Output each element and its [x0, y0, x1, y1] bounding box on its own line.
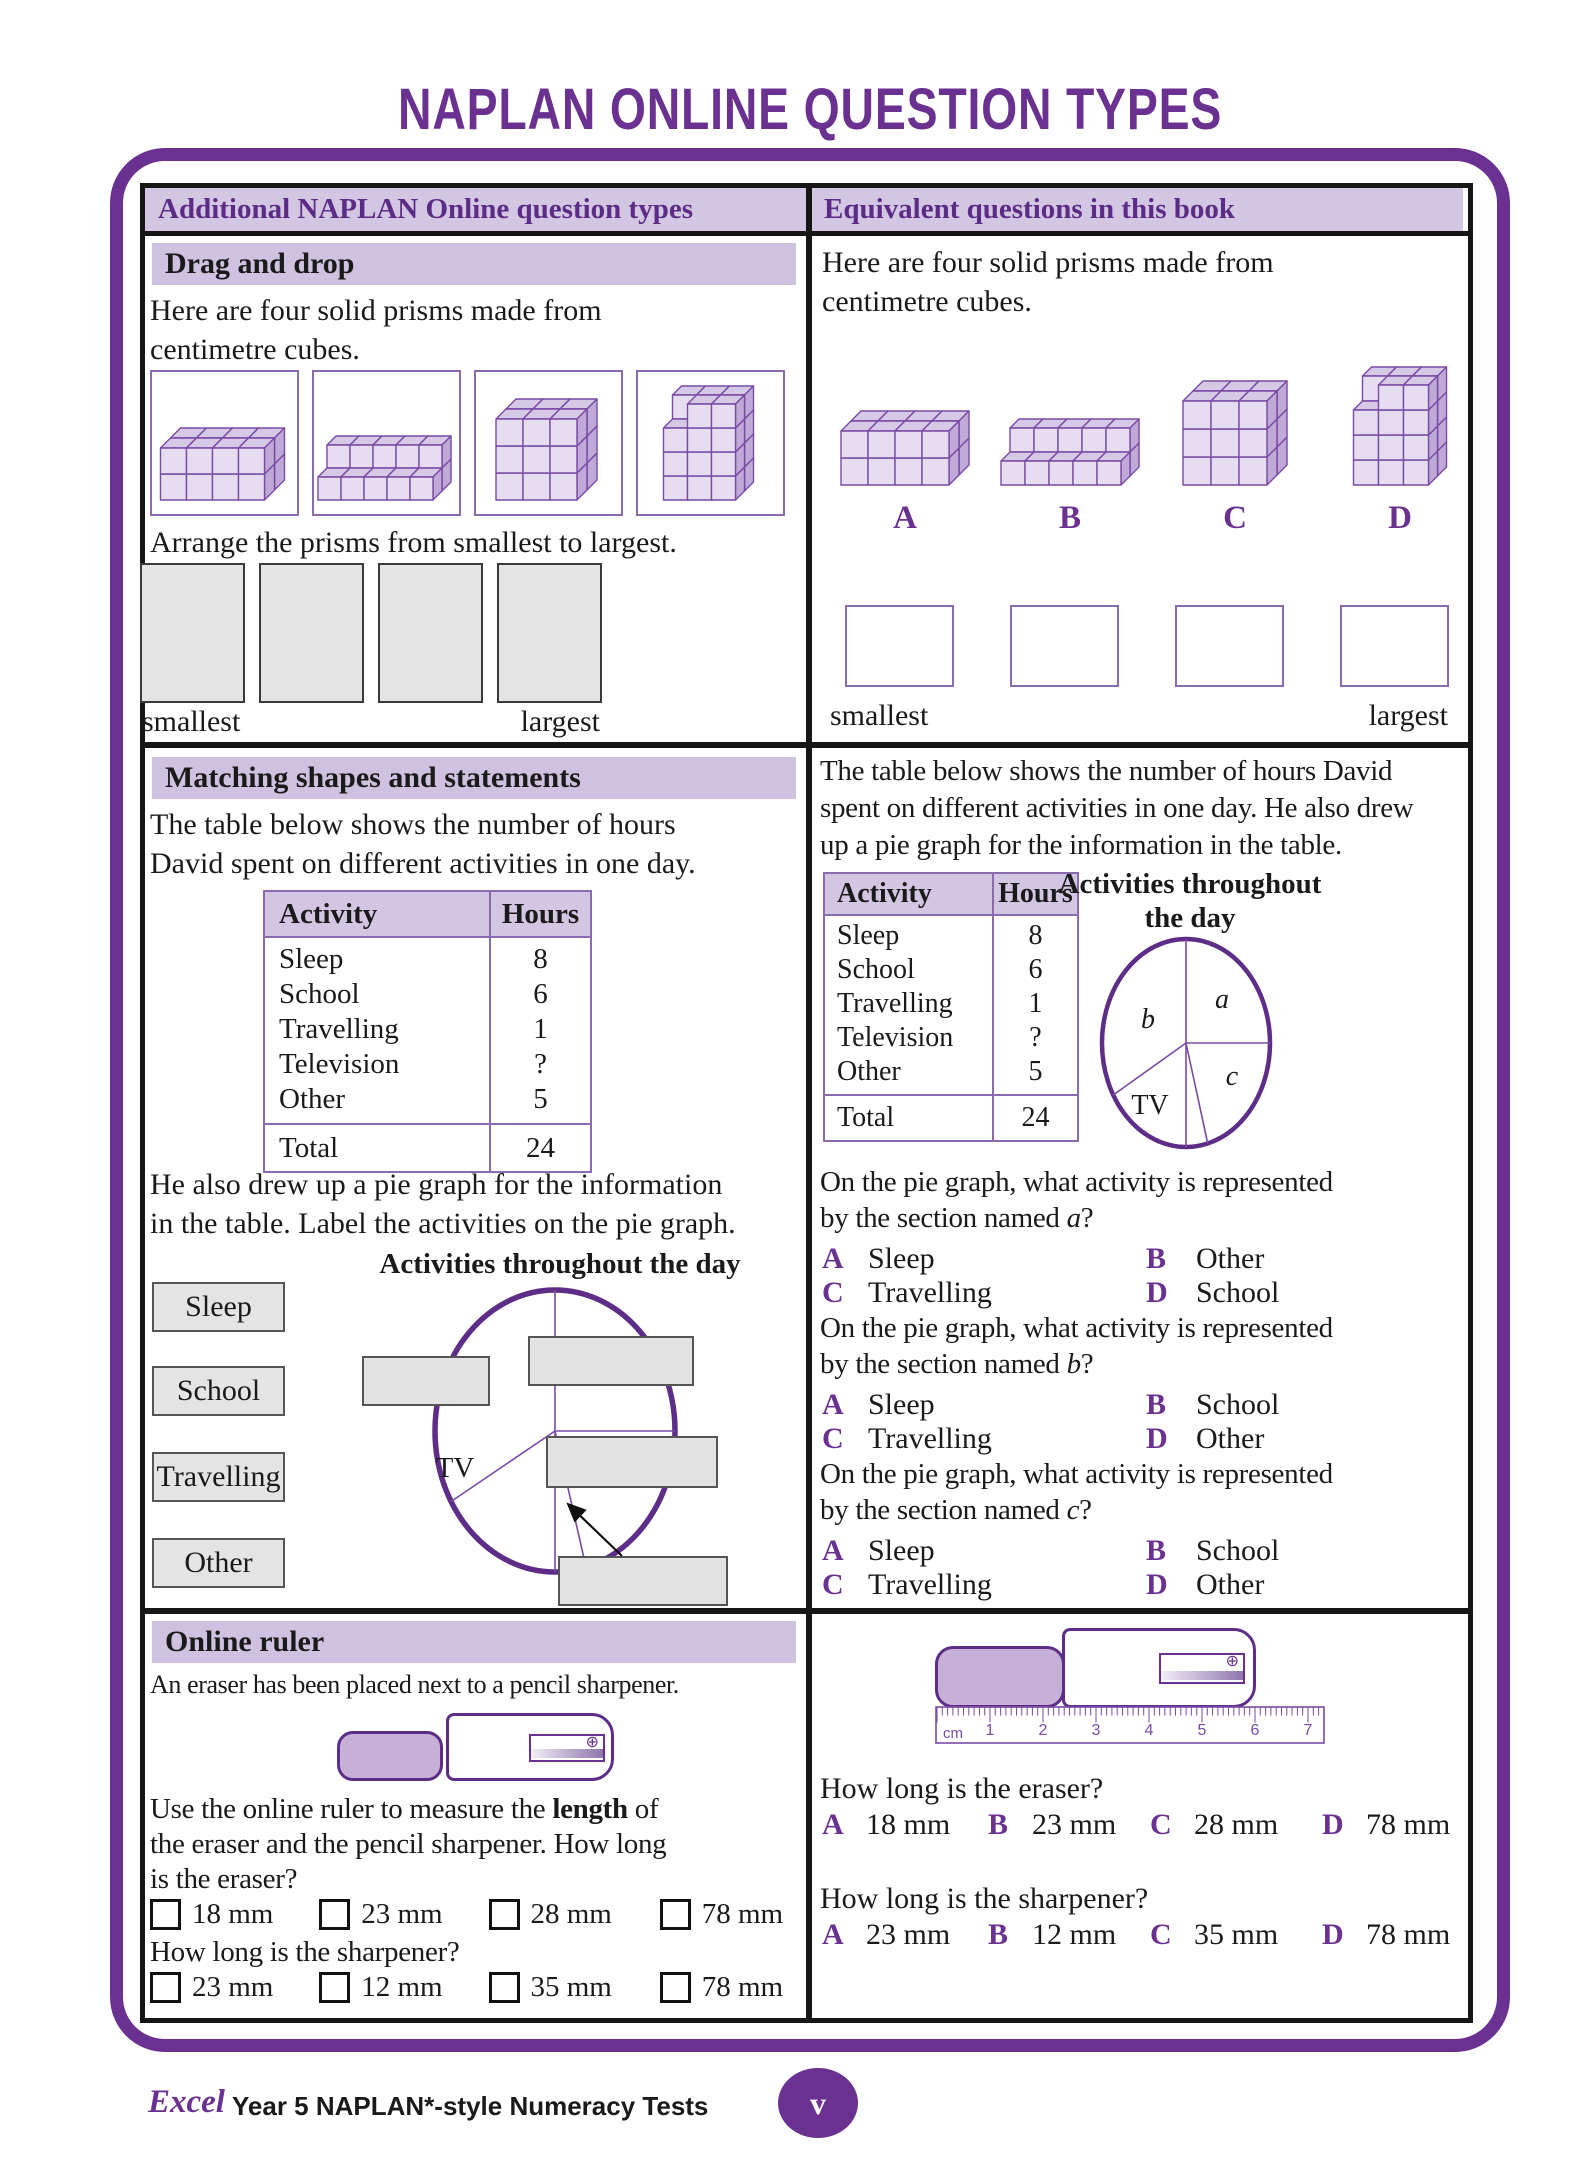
rm-intro-line2: spent on different activities in one day. He also drew [820, 792, 1414, 824]
drag-label-text: Sleep [185, 1290, 252, 1323]
table-row-value: ? [534, 1048, 547, 1080]
table-row-value: 6 [533, 978, 548, 1010]
m-pie-para-line1: He also drew up a pie graph for the information [150, 1168, 723, 1201]
svg-text:cm: cm [943, 1725, 963, 1742]
option-d[interactable]: D [1146, 1276, 1168, 1309]
col-header-hours: Hours [501, 898, 580, 930]
option-text: 12 mm [361, 1971, 443, 2003]
checkbox-option[interactable] [319, 1971, 481, 2004]
table-row-label: Other [837, 1056, 901, 1087]
option-c[interactable]: C [1150, 1918, 1172, 1951]
drag-label-sleep[interactable] [152, 1282, 285, 1332]
pie-chart-title-right-l2: the day [1144, 902, 1236, 934]
pie-tv-label-right: TV [1131, 1090, 1169, 1121]
pie-drop-zone-top-right[interactable] [528, 1336, 694, 1386]
svg-text:6: 6 [1250, 1722, 1260, 1739]
question-b-options-row1 [822, 1386, 1279, 1424]
dd-smallest-label: smallest [142, 705, 241, 738]
option-d-text[interactable]: Other [1196, 1568, 1265, 1601]
option-b-text[interactable]: 12 mm [1032, 1918, 1117, 1951]
blade-gradient [1161, 1671, 1243, 1680]
question-c-options-row2 [822, 1566, 1264, 1604]
pie-drop-zone-mid-right[interactable] [546, 1436, 718, 1488]
option-d-text[interactable]: 78 mm [1366, 1808, 1451, 1841]
table-row-label: Sleep [279, 943, 344, 975]
question-text: by the section named [820, 1202, 1067, 1234]
svg-text:2: 2 [1038, 1722, 1048, 1739]
answer-box-4[interactable] [1340, 605, 1449, 687]
option-text: 23 mm [361, 1898, 443, 1930]
prism-image-2 [314, 372, 455, 510]
page-title [110, 76, 1510, 143]
col-header-hours: Hours [998, 878, 1073, 909]
or-q2: How long is the sharpener? [150, 1936, 460, 1968]
or-intro: An eraser has been placed next to a pencil sharpener. [150, 1670, 679, 1699]
table-row-label: Other [279, 1083, 346, 1115]
answer-box-3[interactable] [1175, 605, 1284, 687]
ruler-image[interactable] [935, 1706, 1325, 1744]
or-q1-options [150, 1898, 783, 1938]
option-d[interactable]: D [1322, 1808, 1344, 1841]
option-b[interactable]: B [1146, 1388, 1167, 1421]
option-d-text[interactable]: School [1196, 1276, 1280, 1309]
dd-instruction: Arrange the prisms from smallest to largest. [150, 526, 677, 559]
table-row-value: 1 [533, 1013, 548, 1045]
option-b-text[interactable]: School [1196, 1534, 1280, 1567]
col-header-activity: Activity [825, 874, 994, 914]
answer-box-2[interactable] [1010, 605, 1119, 687]
question-c-line1: On the pie graph, what activity is represented [820, 1458, 1333, 1490]
option-text: 28 mm [530, 1898, 612, 1930]
svg-text:4: 4 [1144, 1722, 1154, 1739]
pie-tv-label: TV [435, 1452, 475, 1484]
checkbox-option[interactable] [489, 1898, 653, 1931]
question-c-line2 [820, 1494, 1092, 1527]
option-text: 78 mm [701, 1898, 784, 1930]
svg-text:7: 7 [1303, 1722, 1313, 1739]
prism-drag-source-3[interactable] [474, 370, 623, 516]
option-b[interactable]: B [1146, 1534, 1167, 1567]
option-d[interactable]: D [1146, 1422, 1168, 1455]
drag-label-travelling[interactable] [152, 1452, 285, 1502]
table-total-label: Total [265, 1125, 491, 1171]
option-text: 18 mm [192, 1898, 274, 1930]
svg-text:5: 5 [1197, 1722, 1207, 1739]
sharpener-blade [1159, 1653, 1245, 1684]
m-intro-line2: David spent on different activities in one day. [150, 847, 696, 880]
option-text: 78 mm [701, 1971, 784, 2003]
checkbox-icon[interactable] [489, 1899, 520, 1930]
table-total-label: Total [825, 1096, 994, 1140]
footer-text: Year 5 NAPLAN*-style Numeracy Tests [232, 2091, 709, 2121]
table-row-value: 1 [1028, 988, 1043, 1019]
page-number-badge [778, 2068, 858, 2138]
prism-drag-source-1[interactable] [150, 370, 299, 516]
option-a-text[interactable]: 18 mm [866, 1808, 951, 1841]
svg-text:1: 1 [985, 1722, 995, 1739]
table-row-value: 8 [1028, 920, 1043, 951]
option-a-text[interactable]: Sleep [868, 1388, 935, 1421]
option-d[interactable]: D [1322, 1918, 1344, 1951]
dd-intro-line2: centimetre cubes. [150, 333, 360, 366]
sharpener-on-ruler [1062, 1628, 1256, 1708]
q-text-bold: length [552, 1793, 628, 1825]
option-c-text[interactable]: Travelling [868, 1568, 992, 1601]
prism-illustration-a [830, 330, 980, 495]
rr-q1: How long is the eraser? [820, 1772, 1104, 1805]
table-row-label: Travelling [837, 988, 953, 1019]
column-header-left: Additional NAPLAN Online question types [158, 193, 693, 225]
prism-image-4 [638, 372, 779, 510]
table-row-value: 8 [533, 943, 548, 975]
checkbox-icon[interactable] [319, 1972, 350, 2003]
section-band-drag-drop [152, 243, 796, 285]
checkbox-option[interactable] [319, 1898, 481, 1931]
table-total-value: 24 [526, 1132, 555, 1164]
option-c-text[interactable]: 28 mm [1194, 1808, 1279, 1841]
drag-label-text: School [176, 1374, 261, 1407]
pie-section-a-label: a [1215, 984, 1229, 1015]
rr-q2: How long is the sharpener? [820, 1882, 1149, 1915]
question-a-line2 [820, 1202, 1093, 1235]
question-a-options-row2 [822, 1274, 1279, 1312]
option-d[interactable]: D [1146, 1568, 1168, 1601]
checkbox-icon[interactable] [660, 1899, 691, 1930]
dd-largest-label: largest [520, 705, 600, 738]
drag-label-school[interactable] [152, 1366, 285, 1416]
screw-icon: ⊕ [1225, 1653, 1239, 1670]
checkbox-icon[interactable] [660, 1972, 691, 2003]
sharpener-blade [529, 1734, 605, 1762]
option-b-text[interactable]: Other [1196, 1242, 1265, 1275]
table-row-label: Television [279, 1048, 400, 1080]
rm-intro-line1: The table below shows the number of hours David [820, 755, 1393, 787]
question-mark: ? [1080, 1202, 1094, 1234]
option-a-text[interactable]: 23 mm [866, 1918, 951, 1951]
section-letter: c [1066, 1494, 1080, 1526]
question-c-options-row1 [822, 1532, 1279, 1570]
section-title: Online ruler [165, 1625, 325, 1658]
option-b-text[interactable]: 23 mm [1032, 1808, 1117, 1841]
pie-chart-title: Activities throughout the day [379, 1248, 741, 1280]
table-total-value: 24 [1021, 1102, 1050, 1133]
option-a[interactable]: A [822, 1242, 844, 1275]
pie-chart-title-right-l1: Activities throughout [1058, 868, 1322, 900]
or-q1-line1 [150, 1793, 658, 1826]
prism-illustration-d [1325, 330, 1475, 495]
col-header-activity: Activity [265, 892, 491, 936]
prism-label-a: A [893, 500, 917, 536]
question-text: by the section named [820, 1348, 1067, 1380]
question-b-line1: On the pie graph, what activity is represented [820, 1312, 1333, 1344]
drag-label-other[interactable] [152, 1538, 285, 1588]
table-row-value: 5 [1028, 1056, 1043, 1087]
option-c-text[interactable]: 35 mm [1194, 1918, 1279, 1951]
section-band-online-ruler [152, 1621, 796, 1663]
drop-target-4[interactable] [497, 563, 602, 703]
checkbox-option[interactable] [489, 1971, 653, 2004]
section-title: Matching shapes and statements [165, 761, 581, 794]
q-text: Use the online ruler to measure the [150, 1793, 553, 1825]
section-title: Drag and drop [165, 247, 355, 280]
question-a-options-row1 [822, 1240, 1264, 1278]
option-a[interactable]: A [822, 1808, 844, 1841]
drop-target-2[interactable] [259, 563, 364, 703]
screw-icon: ⊕ [585, 1734, 599, 1751]
option-c[interactable]: C [822, 1276, 844, 1309]
column-header-right: Equivalent questions in this book [824, 193, 1235, 225]
pointer-arrow [552, 1494, 632, 1560]
prism-image-3 [476, 372, 617, 510]
option-b[interactable]: B [1146, 1242, 1167, 1275]
pie-drop-zone-left[interactable] [362, 1356, 490, 1406]
pie-section-b-label: b [1141, 1004, 1155, 1035]
eraser-image [337, 1731, 443, 1781]
or-q2-options [150, 1971, 783, 2011]
table-row-label: Television [837, 1022, 954, 1053]
m-pie-para-line2: in the table. Label the activities on the pie graph. [150, 1207, 736, 1240]
checkbox-icon[interactable] [150, 1972, 181, 2003]
rdd-smallest-label: smallest [830, 699, 929, 732]
question-a-line1: On the pie graph, what activity is represented [820, 1166, 1333, 1198]
answer-box-1[interactable] [845, 605, 954, 687]
or-q1-line3: is the eraser? [150, 1863, 298, 1895]
checkbox-option[interactable] [150, 1898, 312, 1931]
prism-drag-source-2[interactable] [312, 370, 461, 516]
q-text: of [627, 1793, 659, 1825]
or-q1-line2: the eraser and the pencil sharpener. How long [150, 1828, 667, 1860]
table-row-value: 5 [533, 1083, 548, 1115]
option-b-text[interactable]: School [1196, 1388, 1280, 1421]
activity-table [263, 890, 592, 1173]
option-c-text[interactable]: Travelling [868, 1276, 992, 1309]
section-letter: b [1066, 1348, 1081, 1380]
option-b[interactable]: B [988, 1918, 1009, 1951]
section-band-matching [152, 757, 796, 799]
option-a[interactable]: A [822, 1918, 844, 1951]
table-row-label: School [837, 954, 915, 985]
rr-q2-options [822, 1916, 1450, 1954]
drop-target-3[interactable] [378, 563, 483, 703]
option-text: 23 mm [192, 1971, 274, 2003]
drop-target-1[interactable] [140, 563, 245, 703]
drag-label-text: Travelling [156, 1460, 281, 1493]
page-number: v [810, 2085, 826, 2121]
table-row-value: 6 [1028, 954, 1043, 985]
checkbox-icon[interactable] [319, 1899, 350, 1930]
option-c[interactable]: C [822, 1568, 844, 1601]
option-c[interactable]: C [1150, 1808, 1172, 1841]
checkbox-option[interactable] [660, 1898, 783, 1931]
checkbox-icon[interactable] [150, 1899, 181, 1930]
rdd-intro-line2: centimetre cubes. [822, 285, 1032, 318]
question-mark: ? [1079, 1494, 1092, 1526]
option-c[interactable]: C [822, 1422, 844, 1455]
row-divider-1 [140, 742, 1473, 748]
table-row-label: Travelling [279, 1013, 399, 1045]
checkbox-icon[interactable] [489, 1972, 520, 2003]
prism-illustration-b [995, 330, 1145, 495]
footer-brand: Excel [148, 2084, 225, 2120]
rdd-intro-line1: Here are four solid prisms made from [822, 246, 1274, 279]
table-row-value: ? [1029, 1022, 1042, 1053]
rr-q1-options [822, 1806, 1450, 1844]
option-d-text[interactable]: 78 mm [1366, 1918, 1451, 1951]
checkbox-option[interactable] [150, 1971, 312, 2004]
pencil-sharpener-image [446, 1713, 614, 1781]
drag-label-text: Other [184, 1546, 253, 1579]
question-mark: ? [1080, 1348, 1094, 1380]
row-divider-2 [140, 1608, 1473, 1614]
option-text: 35 mm [530, 1971, 612, 2003]
question-b-line2 [820, 1348, 1093, 1381]
prism-drag-source-4[interactable] [636, 370, 785, 516]
column-divider [806, 183, 812, 2018]
option-a-text[interactable]: Sleep [868, 1534, 935, 1567]
eraser-on-ruler [935, 1646, 1065, 1708]
question-text: by the section named [820, 1494, 1067, 1526]
page-title-text: NAPLAN ONLINE QUESTION TYPES [397, 77, 1223, 142]
prism-label-b: B [1058, 500, 1081, 536]
option-a-text[interactable]: Sleep [868, 1242, 935, 1275]
rm-intro-line3: up a pie graph for the information in the table. [820, 829, 1342, 861]
prism-illustration-c [1160, 330, 1310, 495]
m-intro-line1: The table below shows the number of hours [150, 808, 676, 841]
checkbox-option[interactable] [660, 1971, 783, 2004]
option-a[interactable]: A [822, 1388, 844, 1421]
svg-text:3: 3 [1091, 1722, 1101, 1739]
table-row-label: School [279, 978, 360, 1010]
dd-intro-line1: Here are four solid prisms made from [150, 294, 602, 327]
option-a[interactable]: A [822, 1534, 844, 1567]
table-row-label: Sleep [837, 920, 900, 951]
option-b[interactable]: B [988, 1808, 1009, 1841]
option-d-text[interactable]: Other [1196, 1422, 1265, 1455]
question-b-options-row2 [822, 1420, 1264, 1458]
prism-image-1 [152, 372, 293, 510]
pie-section-c-label: c [1225, 1061, 1239, 1092]
option-c-text[interactable]: Travelling [868, 1422, 992, 1455]
prism-label-d: D [1388, 500, 1412, 536]
prism-label-c: C [1223, 500, 1247, 536]
rdd-largest-label: largest [1368, 699, 1448, 732]
section-letter: a [1066, 1202, 1081, 1234]
pie-drop-zone-bottom-right[interactable] [558, 1556, 728, 1606]
